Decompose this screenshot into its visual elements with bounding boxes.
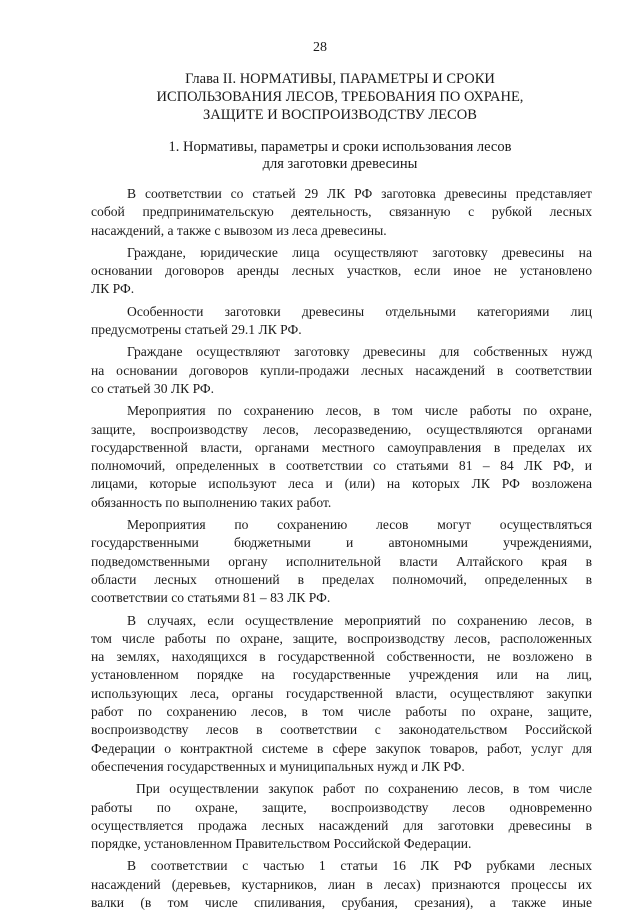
text-line: обеспечения государственных и муниципальных нужд и ЛК РФ.	[91, 758, 465, 774]
paragraph	[91, 780, 592, 853]
text-line: В соответствии со статьей 29 ЛК РФ заготовка древесины представляет	[127, 186, 592, 201]
text-line: насаждений, а также с вывозом из леса древесины.	[91, 222, 387, 238]
text-line: Граждане, юридические лица осуществляют заготовку древесины на	[127, 244, 592, 260]
text-line: на основании договоров купли-продажи лесных насаждений в соответствии	[91, 362, 592, 378]
body-text	[91, 185, 592, 916]
text-line: Граждане осуществляют заготовку древесины для собственных нужд	[127, 344, 592, 360]
page-number: 28	[313, 40, 327, 55]
text-line: Мероприятия по сохранению лесов могут осуществляться	[127, 517, 592, 533]
paragraph	[91, 185, 592, 240]
text-line: Особенности заготовки древесины отдельными категориями лиц	[127, 303, 592, 319]
text-line: соответствии со статьями 81 – 83 ЛК РФ.	[91, 590, 331, 606]
text-line: том числе работы по охране, защите, воспроизводству лесов, расположенных	[91, 630, 592, 646]
paragraph	[91, 402, 592, 512]
text-line: порядке, установленном Правительством Российской Федерации.	[91, 836, 472, 852]
text-line: Мероприятия по сохранению лесов, в том числе работы по охране,	[127, 403, 592, 419]
text-line: работ по сохранению лесов, в том числе работы по охране, защите,	[91, 704, 592, 720]
text-line: предусмотрены статьей 29.1 ЛК РФ.	[91, 322, 302, 338]
chapter-title-line: Глава II. НОРМАТИВЫ, ПАРАМЕТРЫ И СРОКИ	[185, 71, 495, 87]
paragraph	[91, 612, 592, 777]
paragraph	[91, 516, 592, 607]
text-line: Федерации о контрактной системе в сфере закупок товаров, работ, услуг для	[91, 740, 592, 756]
text-line: государственными бюджетными и автономными учреждениями,	[91, 535, 592, 551]
text-line: на землях, находящихся в государственной собственности, не возложено в	[91, 649, 592, 665]
paragraph	[91, 244, 592, 299]
chapter-title-line: ЗАЩИТЕ И ВОСПРОИЗВОДСТВУ ЛЕСОВ	[203, 107, 477, 123]
text-line: валки (в том числе спиливания, срубания, срезания), а также иные	[91, 894, 592, 910]
text-line: воспроизводству лесов в соответствии с законодательством Российской	[91, 722, 592, 738]
text-line: В случаях, если осуществление мероприятий по сохранению лесов, в	[127, 612, 592, 628]
chapter-title-line: ИСПОЛЬЗОВАНИЯ ЛЕСОВ, ТРЕБОВАНИЯ ПО ОХРАНЕ,	[156, 89, 524, 105]
text-line: собой предпринимательскую деятельность, связанную с рубкой лесных	[91, 204, 592, 220]
text-line: лицами, которые используют леса и (или) на которых ЛК РФ возложена	[91, 476, 592, 492]
text-line: При осуществлении закупок работ по сохранению лесов, в том числе	[136, 781, 592, 797]
text-line: государственной власти, органами местного самоуправления в пределах их	[91, 439, 592, 455]
text-line: защите, воспроизводству лесов, лесоразведению, осуществляются органами	[91, 421, 592, 437]
text-line: основании договоров аренды лесных участков, если иное не установлено	[91, 263, 592, 279]
text-line: подведомственными органу исполнительной власти Алтайского края в	[91, 553, 592, 569]
paragraph	[91, 343, 592, 398]
text-line: со статьей 30 ЛК РФ.	[91, 380, 215, 396]
text-line: осуществляется продажа лесных насаждений для заготовки древесины в	[91, 817, 592, 833]
chapter-title	[130, 70, 550, 124]
text-line: насаждений (деревьев, кустарников, лиан в лесах) признаются процессы их	[91, 876, 592, 892]
section-title-line: для заготовки древесины	[262, 156, 418, 172]
section-title	[140, 139, 540, 173]
text-line: работы по охране, защите, воспроизводству лесов одновременно	[91, 799, 592, 815]
paragraph	[91, 857, 592, 912]
text-line: установленном порядке на государственные учреждения или на лиц,	[91, 667, 592, 683]
text-line: обязанность по выполнению таких работ.	[91, 494, 332, 510]
text-line: использующих леса, органы государственной власти, осуществляют закупки	[91, 685, 592, 701]
text-line: В соответствии с частью 1 статьи 16 ЛК РФ рубками лесных	[127, 858, 592, 874]
text-line: ЛК РФ.	[91, 281, 135, 297]
section-title-line: 1. Нормативы, параметры и сроки использования лесов	[168, 139, 512, 155]
text-line: полномочий, определенных в соответствии со статьями 81 – 84 ЛК РФ, и	[91, 458, 592, 474]
paragraph	[91, 303, 592, 340]
text-line: области лесных отношений в пределах полномочий, определенных в	[91, 571, 592, 587]
